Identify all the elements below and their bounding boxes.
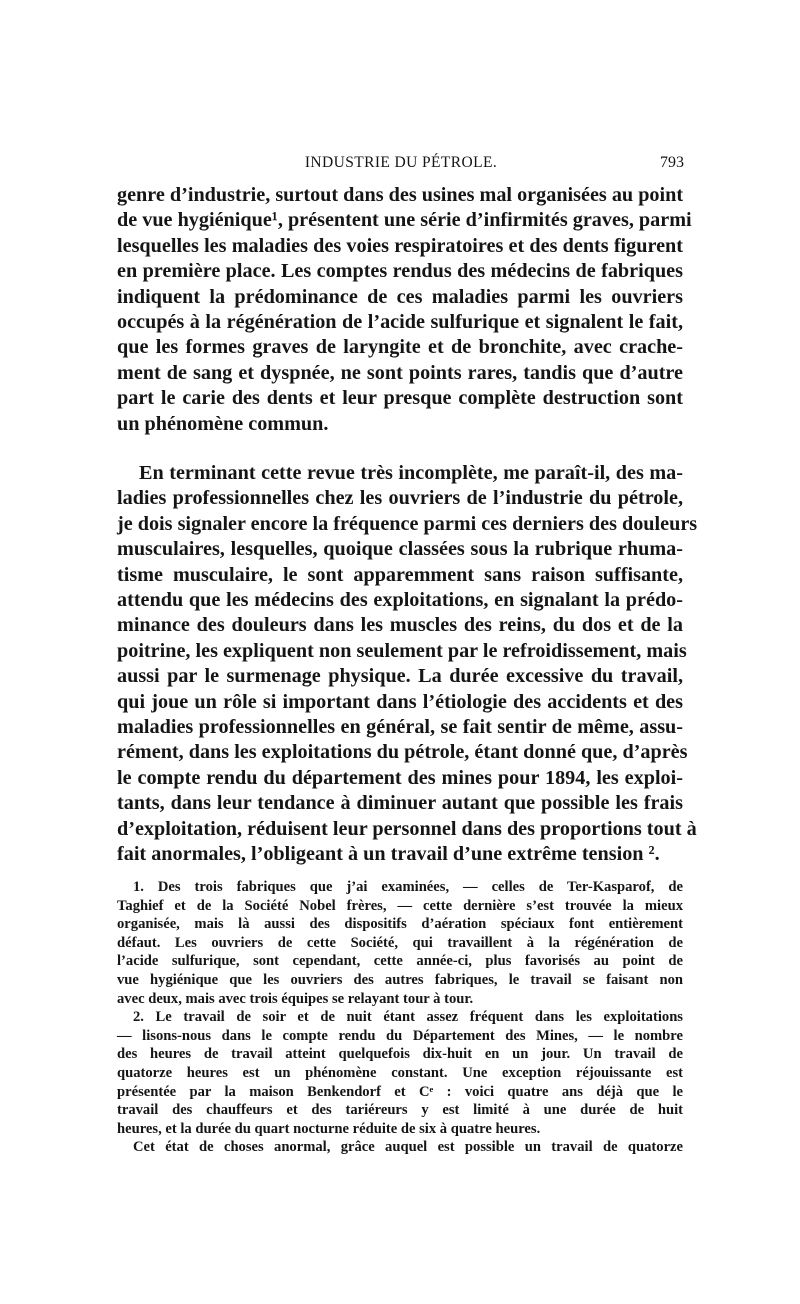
footnote-line: heures, et la durée du quart nocturne réduite de six à quatre heures. (117, 1120, 541, 1137)
text-line: part le carie des dents et leur presque complète destruction sont (117, 387, 683, 410)
footnote-line: 2. Le travail de soir et de nuit étant assez fréquent dans les exploitations (133, 1009, 683, 1026)
text-line: ladies professionnelles chez les ouvriers de l’industrie du pétrole, (117, 487, 683, 510)
text-line: occupés à la régénération de l’acide sulfurique et signalent le fait, (117, 311, 683, 334)
footnote-line: travail des chauffeurs et des tariéreurs y est limité à une durée de huit (117, 1102, 683, 1119)
footnote-line: organisée, mais là aussi des dispositifs d’aération spéciaux font entièrement (117, 916, 683, 933)
footnote-line: 1. Des trois fabriques que j’ai examinées, — celles de Ter-Kasparof, de (133, 879, 683, 895)
footnote-line: vue hygiénique que les ouvriers des autres fabriques, le travail se faisant non (117, 971, 683, 988)
text-line: ment de sang et dyspnée, ne sont points rares, tandis que d’autre (117, 361, 683, 384)
footnote-line: l’acide sulfurique, sont cependant, cette année-ci, plus favorisés au point de (117, 953, 683, 970)
footnote-line: avec deux, mais avec trois équipes se relayant tour à tour. (117, 990, 474, 1007)
footnote-line: quatorze heures est un phénomène constant. Une exception réjouissante est (117, 1064, 683, 1081)
running-title: INDUSTRIE DU PÉTROLE. (304, 154, 498, 171)
footnote-line: Cet état de choses anormal, grâce auquel est possible un travail de quatorze (133, 1139, 683, 1156)
page-header (118, 154, 684, 178)
footnote-line: défaut. Les ouvriers de cette Société, qui travaillent à la régénération de (117, 934, 683, 951)
text-line: en première place. Les comptes rendus des médecins de fabriques (117, 260, 683, 283)
text-line: musculaires, lesquelles, quoique classées sous la rubrique rhuma- (117, 538, 683, 561)
page-number: 793 (660, 154, 684, 171)
text-line: d’exploitation, réduisent leur personnel dans des proportions tout à (117, 817, 697, 840)
text-line: que les formes graves de laryngite et de bronchite, avec crache- (117, 336, 683, 359)
text-line: indiquent la prédominance de ces maladies parmi les ouvriers (117, 285, 683, 308)
text-line: maladies professionnelles en général, se fait sentir de même, assu- (117, 716, 683, 739)
paragraph-1 (117, 183, 692, 437)
text-line: le compte rendu du département des mines pour 1894, les exploi- (117, 766, 683, 789)
text-line: fait anormales, l’obligeant à un travail d’une extrême tension ². (117, 843, 660, 866)
text-line: aussi par le surmenage physique. La durée excessive du travail, (117, 665, 683, 688)
footnotes (117, 878, 683, 1157)
text-line: lesquelles les maladies des voies respiratoires et des dents figurent (117, 234, 683, 257)
text-line: tisme musculaire, le sont apparemment sans raison suffisante, (117, 563, 683, 586)
text-line: En terminant cette revue très incomplète, me paraît-il, des ma- (139, 462, 683, 484)
text-line: genre d’industrie, surtout dans des usines mal organisées au point (117, 184, 684, 206)
text-line: je dois signaler encore la fréquence parmi ces derniers des douleurs (117, 512, 698, 535)
footnote-line: présentée par la maison Benkendorf et Cᵉ : voici quatre ans déjà que le (117, 1083, 683, 1100)
text-line: attendu que les médecins des exploitations, en signalant la prédo- (117, 589, 683, 612)
footnote-line: des heures de travail atteint quelquefois dix-huit en un jour. Un travail de (117, 1046, 683, 1063)
text-line: de vue hygiénique¹, présentent une série d’infirmités graves, parmi (117, 209, 692, 232)
footnote-line: — lisons-nous dans le compte rendu du Département des Mines, — le nombre (117, 1027, 683, 1044)
text-line: rément, dans les exploitations du pétrole, étant donné que, d’après (117, 741, 688, 764)
text-line: un phénomène commun. (117, 412, 329, 435)
text-line: qui joue un rôle si important dans l’étiologie des accidents et des (117, 690, 683, 713)
text-line: minance des douleurs dans les muscles des reins, du dos et de la (117, 614, 683, 637)
text-line: poitrine, les expliquent non seulement par le refroidissement, mais (117, 639, 687, 662)
footnote-line: Taghief et de la Société Nobel frères, — cette dernière s’est trouvée la mieux (117, 897, 683, 914)
text-line: tants, dans leur tendance à diminuer autant que possible les frais (117, 792, 683, 815)
paragraph-2 (117, 461, 698, 868)
